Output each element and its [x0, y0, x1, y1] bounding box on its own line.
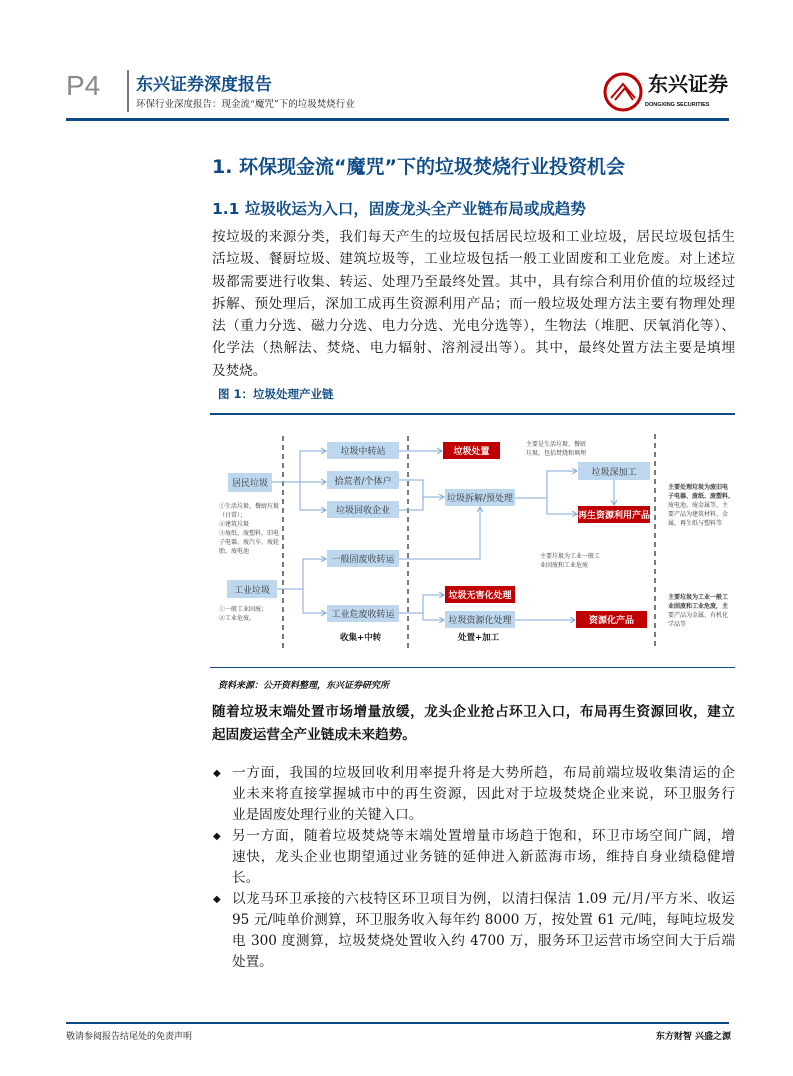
- bullet-icon: ◆: [213, 831, 221, 842]
- figure-source: 资料来源：公开资料整理，东兴证券研究所: [218, 681, 390, 691]
- node-renewable-products: 再生资源利用产品: [578, 506, 650, 523]
- node-dismantle: 垃圾拆解/预处理: [445, 489, 515, 506]
- note-renewable: 主要处理垃圾为废旧电 子电器、废纸、废塑料、 废电池、废金属等，主 要产品为建筑材料、金 属、再生纸与塑料等: [668, 484, 735, 527]
- note-industrial: ①一般工业固废； ②工业危废。: [219, 606, 268, 622]
- note-resident: ①生活垃圾、餐厨垃圾 （日常）； ②建筑垃圾 ③废纸、废塑料、旧电 子电器、废汽车、废轮 胎、废电池: [219, 503, 280, 555]
- text-line: 拆解、预处理后，深加工成再生资源利用产品；而一般垃圾处理方法主要有物理处理: [212, 295, 735, 312]
- text-line: 及焚烧。: [212, 362, 267, 379]
- node-deep-processing: 垃圾深加工: [578, 462, 650, 480]
- bullet-icon: ◆: [213, 768, 221, 779]
- text-line: 活垃圾、餐厨垃圾、建筑垃圾等，工业垃圾包括一般工业固废和工业危废。对上述垃: [212, 251, 735, 268]
- stage-label-collect: 收集+中转: [340, 633, 382, 643]
- text-line: 起固废运营全产业链成未来趋势。: [212, 727, 416, 743]
- text-line: 法（重力分选、磁力分选、电力分选、光电分选等），生物法（堆肥、厌氧消化等）、: [212, 318, 735, 335]
- note-resource: 主要垃圾为工业一般工 业固废和工业危废，主 要产品为金属、有机化 学品等: [668, 594, 729, 628]
- stage-label-process: 处置+加工: [458, 633, 500, 643]
- key-finding: [212, 701, 735, 747]
- text-line: 随着垃圾末端处置市场增量放缓，龙头企业抢占环卫入口，布局再生资源回收，建立: [212, 704, 735, 720]
- node-hazard-transport: 工业危废收转运: [327, 605, 399, 622]
- page-number: P4: [66, 70, 101, 101]
- footer-rule: [66, 1022, 729, 1024]
- text-line: 化学法（热解法、焚烧、电力辐射、溶剂浸出等）。其中，最终处置方法主要是填埋: [212, 340, 735, 357]
- node-harmless: 垃圾无害化处理: [445, 586, 515, 603]
- node-resource-processing: 垃圾资源化处理: [445, 611, 515, 628]
- node-industrial-waste: 工业垃圾: [227, 580, 277, 598]
- footer-slogan: 东方财智 兴盛之源: [655, 1032, 731, 1042]
- disclaimer-note: 敬请参阅报告结尾处的免责声明: [66, 1032, 193, 1042]
- report-title: 东兴证券深度报告: [136, 75, 272, 95]
- bullet-item: 以龙马环卫承接的六枝特区环卫项目为例，以清扫保洁 1.09 元/月/平方米、收运 95 元/吨单价测算，环卫服务收入每年约 8000 万，按处置 61 元/吨，每吨垃圾发 电 300 度测算，垃圾焚烧处置收入约 4700 万，服务环卫运营市场空间大于后端 处置。: [232, 891, 735, 970]
- text-line: 按垃圾的来源分类，我们每天产生的垃圾包括居民垃圾和工业垃圾，居民垃圾包括生: [212, 229, 735, 245]
- text-line: 圾都需要进行收集、转运、处理乃至最终处置。其中，具有综合利用价值的垃圾经过: [212, 273, 735, 290]
- bullet-item: 一方面，我国的垃圾回收利用率提升将是大势所趋，布局前端垃圾收集清运的企 业未来将直接掌握城市中的再生资源，因此对于垃圾焚烧企业来说，环卫服务行 业是固废处理行业的关键入口。: [232, 765, 735, 823]
- section-heading: 1. 环保现金流“魔咒”下的垃圾焚烧行业投资机会: [212, 156, 626, 178]
- subsection-heading: 1.1 垃圾收运为入口，固废龙头全产业链布局或成趋势: [212, 200, 586, 218]
- bullet-item: 另一方面，随着垃圾焚烧等末端处置增量市场趋于饱和，环卫市场空间广阔，增 速快，龙头企业也期望通过业务链的延伸进入新蓝海市场，维持自身业绩稳健增 长。: [232, 828, 735, 886]
- node-resident-waste: 居民垃圾: [228, 473, 272, 492]
- node-transfer-station: 垃圾中转站: [327, 442, 399, 459]
- note-disposal: 主要是生活垃圾、餐厨 垃圾，包括焚烧和填埋: [526, 441, 587, 457]
- logo-english: DONGXING SECURITIES: [645, 102, 710, 108]
- node-disposal: 垃圾处置: [443, 442, 500, 459]
- source-rule: [210, 667, 735, 668]
- node-general-transport: 一般固废收转运: [327, 550, 399, 567]
- report-subtitle: 环保行业深度报告：现金流“魔咒”下的垃圾焚烧行业: [136, 99, 355, 110]
- logo-text: 东兴证券: [648, 72, 728, 96]
- figure-caption: 图 1：垃圾处理产业链: [218, 387, 334, 401]
- node-scavenger: 拾荒者/个体户: [327, 471, 399, 489]
- node-resource-products: 资源化产品: [576, 611, 647, 628]
- bullet-icon: ◆: [213, 894, 221, 905]
- node-recycler: 垃圾回收企业: [327, 501, 399, 518]
- note-general: 主要垃圾为工业一般工 业固废和工业危废: [540, 553, 601, 569]
